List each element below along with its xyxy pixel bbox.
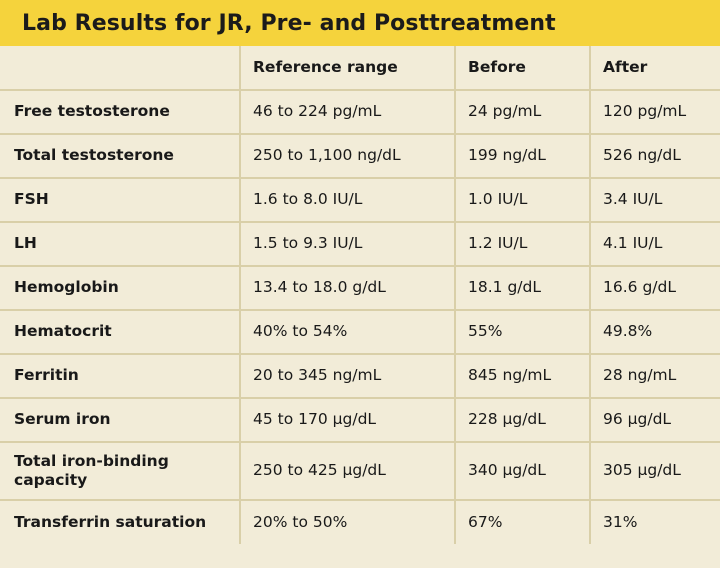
cell-after: 96 µg/dL xyxy=(590,398,720,442)
page-title: Lab Results for JR, Pre- and Posttreatment xyxy=(22,10,556,36)
column-header-reference-range: Reference range xyxy=(240,46,455,90)
cell-before: 67% xyxy=(455,500,590,544)
table-row xyxy=(0,310,720,354)
cell-before: 199 ng/dL xyxy=(455,134,590,178)
cell-before: 18.1 g/dL xyxy=(455,266,590,310)
row-label: Hemoglobin xyxy=(0,266,240,310)
cell-before: 1.0 IU/L xyxy=(455,178,590,222)
table-body xyxy=(0,90,720,544)
row-label: Serum iron xyxy=(0,398,240,442)
cell-after: 305 µg/dL xyxy=(590,442,720,500)
cell-before: 845 ng/mL xyxy=(455,354,590,398)
cell-reference-range: 40% to 54% xyxy=(240,310,455,354)
column-header-before: Before xyxy=(455,46,590,90)
cell-reference-range: 250 to 425 µg/dL xyxy=(240,442,455,500)
cell-after: 120 pg/mL xyxy=(590,90,720,134)
row-label: Total iron-binding capacity xyxy=(0,442,240,500)
row-label: Ferritin xyxy=(0,354,240,398)
table-header-row xyxy=(0,46,720,90)
table-row xyxy=(0,90,720,134)
cell-after: 28 ng/mL xyxy=(590,354,720,398)
table-row xyxy=(0,134,720,178)
cell-after: 49.8% xyxy=(590,310,720,354)
cell-reference-range: 1.6 to 8.0 IU/L xyxy=(240,178,455,222)
cell-before: 24 pg/mL xyxy=(455,90,590,134)
row-label: Hematocrit xyxy=(0,310,240,354)
table-row xyxy=(0,442,720,500)
cell-reference-range: 13.4 to 18.0 g/dL xyxy=(240,266,455,310)
cell-reference-range: 45 to 170 µg/dL xyxy=(240,398,455,442)
cell-reference-range: 20% to 50% xyxy=(240,500,455,544)
table-row xyxy=(0,266,720,310)
cell-after: 16.6 g/dL xyxy=(590,266,720,310)
cell-reference-range: 46 to 224 pg/mL xyxy=(240,90,455,134)
cell-after: 3.4 IU/L xyxy=(590,178,720,222)
table-header xyxy=(0,46,720,90)
row-label: Transferrin saturation xyxy=(0,500,240,544)
cell-after: 4.1 IU/L xyxy=(590,222,720,266)
table-row xyxy=(0,354,720,398)
column-header-measure xyxy=(0,46,240,90)
table-row xyxy=(0,222,720,266)
table-row xyxy=(0,398,720,442)
row-label: Total testosterone xyxy=(0,134,240,178)
cell-before: 340 µg/dL xyxy=(455,442,590,500)
cell-reference-range: 20 to 345 ng/mL xyxy=(240,354,455,398)
cell-reference-range: 250 to 1,100 ng/dL xyxy=(240,134,455,178)
cell-before: 1.2 IU/L xyxy=(455,222,590,266)
cell-after: 526 ng/dL xyxy=(590,134,720,178)
row-label: FSH xyxy=(0,178,240,222)
table-row xyxy=(0,500,720,544)
lab-results-table xyxy=(0,46,720,544)
cell-before: 55% xyxy=(455,310,590,354)
cell-reference-range: 1.5 to 9.3 IU/L xyxy=(240,222,455,266)
row-label: Free testosterone xyxy=(0,90,240,134)
column-header-after: After xyxy=(590,46,720,90)
cell-before: 228 µg/dL xyxy=(455,398,590,442)
row-label: LH xyxy=(0,222,240,266)
figure-title-bar xyxy=(0,0,720,46)
table-row xyxy=(0,178,720,222)
cell-after: 31% xyxy=(590,500,720,544)
